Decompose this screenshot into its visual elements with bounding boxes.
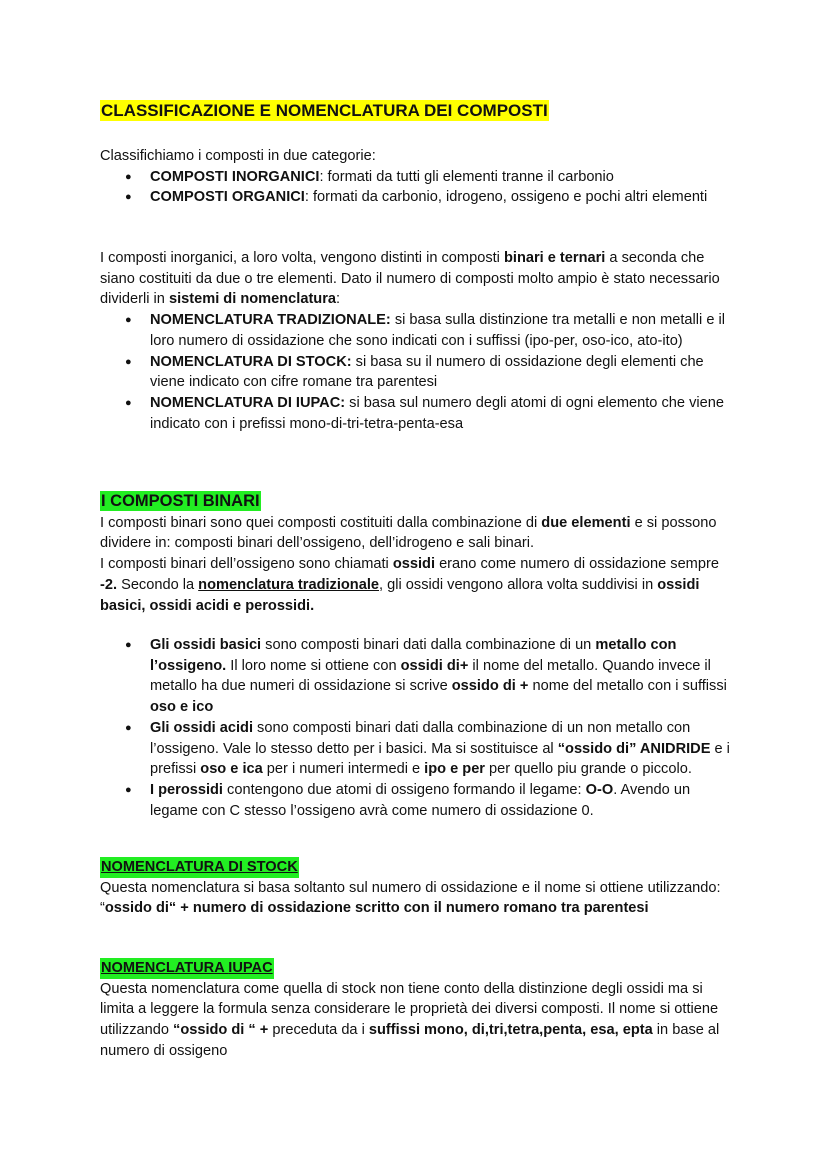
- categories-list: [100, 167, 730, 208]
- stock-section: [100, 857, 730, 919]
- ossidi-list: [100, 635, 730, 821]
- list-item: ● Gli ossidi acidi sono composti binari dati dalla combinazione di un non metallo con l’ossigeno. Vale lo stesso detto per i basici. Ma si sostituisce al “ossido di” ANIDRIDE e i prefissi oso e ica per i numeri intermedi e ipo e per per quello piu grande o piccolo.: [100, 718, 730, 780]
- iupac-section: [100, 958, 730, 1062]
- section-heading: NOMENCLATURA DI STOCK: [100, 857, 299, 878]
- list-item: ● NOMENCLATURA DI STOCK: si basa su il numero di ossidazione degli elementi che viene indicato con cifre romane tra parentesi: [100, 352, 730, 393]
- intro-section: [100, 146, 730, 208]
- paragraph: I composti binari sono quei composti costituiti dalla combinazione di due elementi e si possono dividere in: composti binari dell’ossigeno, dell’idrogeno e sali binari.: [100, 514, 717, 552]
- paragraph: I composti binari dell’ossigeno sono chiamati ossidi erano come numero di ossidazione sempre -2. Secondo la nomenclatura tradizionale, gli ossidi vengono allora volta suddivisi in ossidi basici, ossidi acidi e perossidi.: [100, 556, 719, 614]
- definition: : formati da tutti gli elementi tranne il carbonio: [319, 168, 614, 185]
- binari-section: [100, 491, 730, 616]
- ossidi-section: [100, 635, 730, 821]
- paragraph: I composti inorganici, a loro volta, vengono distinti in composti binari e ternari a seconda che siano costituiti da due o tre elementi. Dato il numero di composti molto ampio è stato necessario dividerli in sistemi di nomenclatura:: [100, 250, 720, 308]
- paragraph: Questa nomenclatura si basa soltanto sul numero di ossidazione e il nome si ottiene utilizzando: “ossido di“ + numero di ossidazione scritto con il numero romano tra parentesi: [100, 879, 721, 917]
- paragraph: Questa nomenclatura come quella di stock non tiene conto della distinzione degli ossidi ma si limita a leggere la formula senza considerare le proprietà dei diversi composti. Il nome si ottiene utilizzando “ossido di “ + preceduta da i suffissi mono, di,tri,tetra,penta, esa, epta in base al numero di ossigeno: [100, 980, 720, 1059]
- section-heading: NOMENCLATURA IUPAC: [100, 958, 274, 979]
- list-item: [100, 167, 730, 188]
- section-heading: I COMPOSTI BINARI: [101, 492, 260, 510]
- term: COMPOSTI INORGANICI: [150, 168, 320, 185]
- list-item: [100, 187, 730, 208]
- list-item: ● I perossidi contengono due atomi di ossigeno formando il legame: O-O. Avendo un legame con C stesso l’ossigeno avrà come numero di ossidazione 0.: [100, 780, 730, 821]
- definition: : formati da carbonio, idrogeno, ossigeno e pochi altri elementi: [304, 189, 708, 206]
- inorganic-section: [100, 248, 730, 434]
- term: COMPOSTI ORGANICI: [150, 189, 305, 206]
- page-title: CLASSIFICAZIONE E NOMENCLATURA DEI COMPOSTI: [101, 101, 548, 120]
- list-item: ● NOMENCLATURA DI IUPAC: si basa sul numero degli atomi di ogni elemento che viene indicato con i prefissi mono-di-tri-tetra-penta-esa: [100, 393, 730, 434]
- list-item: ● Gli ossidi basici sono composti binari dati dalla combinazione di un metallo con l’ossigeno. Il loro nome si ottiene con ossidi di+ il nome del metallo. Quando invece il metallo ha due numeri di ossidazione si scrive ossido di + nome del metallo con i suffissi oso e ico: [100, 635, 730, 718]
- list-item: ● NOMENCLATURA TRADIZIONALE: si basa sulla distinzione tra metalli e non metalli e il loro numero di ossidazione che sono indicati con i suffissi (ipo-per, oso-ico, ato-ito): [100, 310, 730, 351]
- systems-list: [100, 310, 730, 434]
- intro-lead: Classifichiamo i composti in due categorie:: [100, 148, 376, 164]
